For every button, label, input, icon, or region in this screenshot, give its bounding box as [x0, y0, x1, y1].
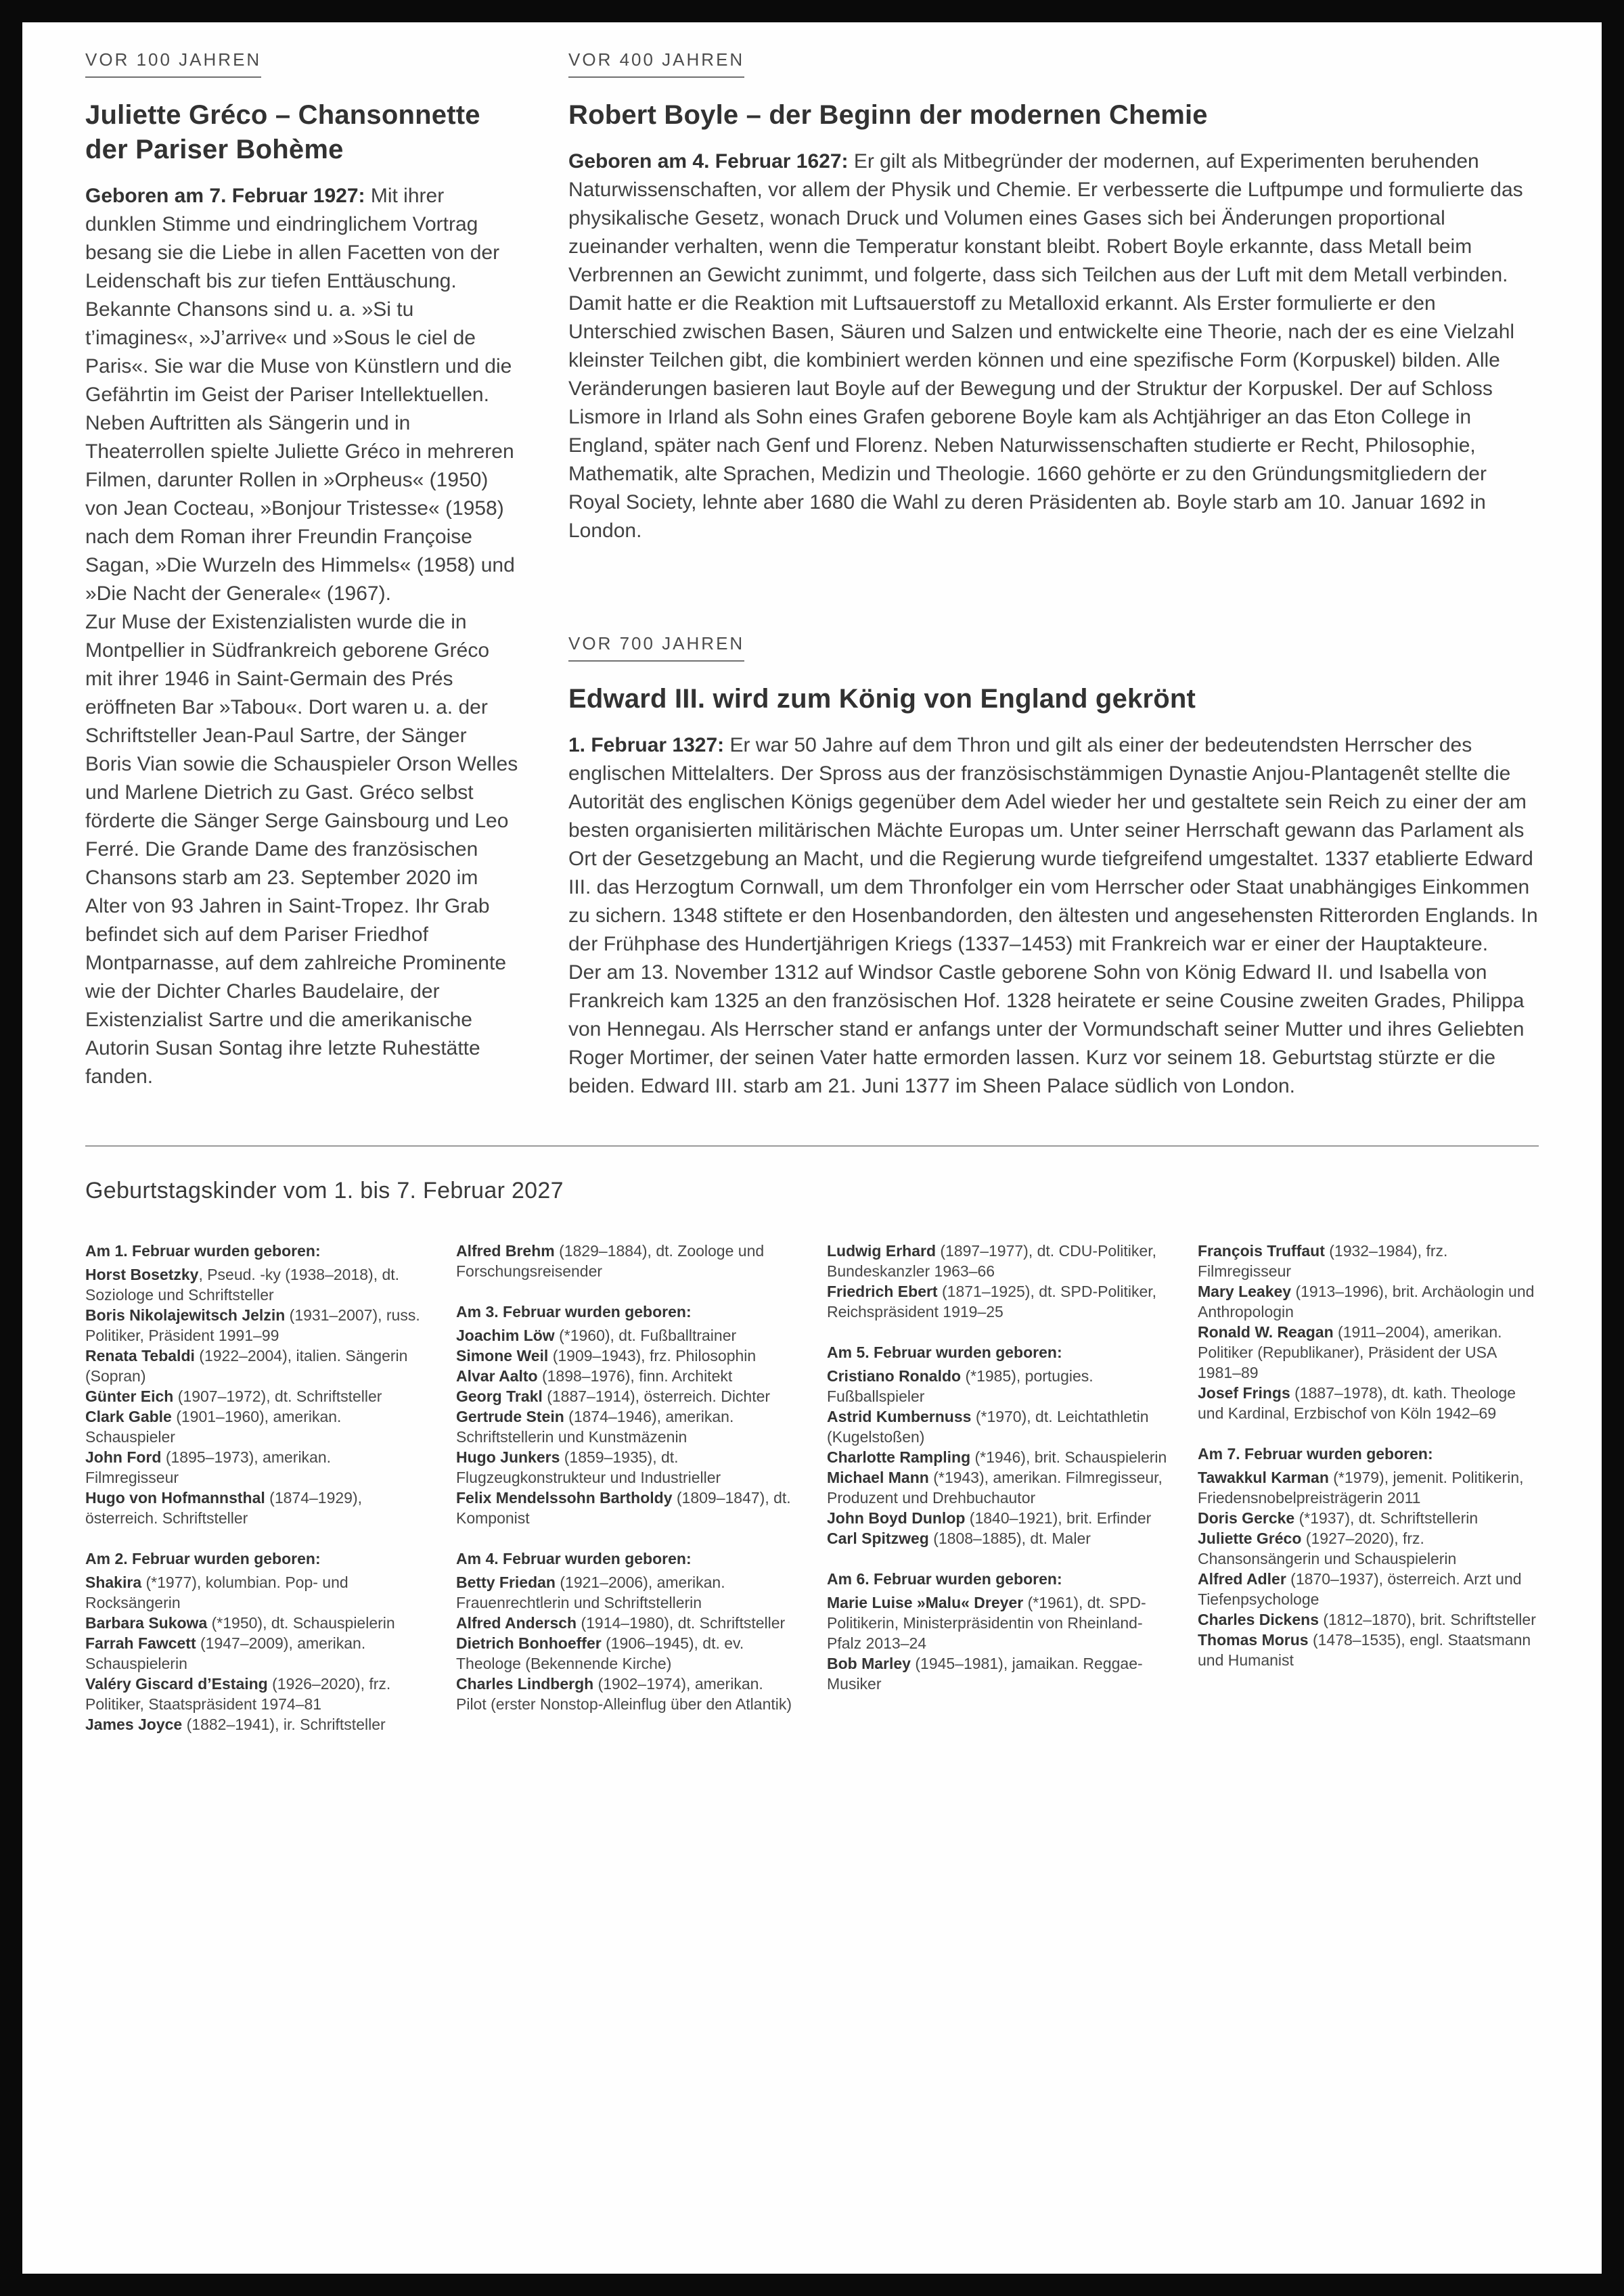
- person-name: Renata Tebaldi: [85, 1346, 195, 1364]
- birthday-entry: Carl Spitzweg (1808–1885), dt. Maler: [827, 1529, 1091, 1547]
- person-name: François Truffaut: [1198, 1241, 1325, 1260]
- birthday-entry: Felix Mendelssohn Bartholdy (1809–1847), dt. Komponist: [456, 1488, 791, 1527]
- person-name: Ludwig Erhard: [827, 1241, 936, 1260]
- birthday-day-header: Am 5. Februar wurden geboren:: [827, 1343, 1062, 1361]
- birthday-entry: Juliette Gréco (1927–2020), frz. Chansonsängerin und Schauspielerin: [1198, 1529, 1457, 1567]
- person-name: Charles Dickens: [1198, 1610, 1319, 1628]
- person-name: John Ford: [85, 1448, 162, 1466]
- birthday-entry: Astrid Kumbernuss (*1970), dt. Leichtathletin (Kugelstoßen): [827, 1407, 1149, 1446]
- birthday-entry: Thomas Morus (1478–1535), engl. Staatsmann und Humanist: [1198, 1630, 1531, 1669]
- birthday-block: [1198, 1241, 1539, 1423]
- person-name: Alfred Brehm: [456, 1241, 555, 1260]
- person-name: Bob Marley: [827, 1654, 911, 1672]
- person-name: Tawakkul Karman: [1198, 1468, 1329, 1486]
- article-paragraph: Der am 13. November 1312 auf Windsor Castle geborene Sohn von König Edward II. und Isabella von Frankreich kam 1325 an den französischen Hof. 1328 heiratete er seine Cousine zweiten Grades, Philippa von Hennegau. Als Herrscher stand er anfangs unter der Vormundschaft seiner Mutter und ihres Geliebten Roger Mortimer, der seinen Vater hatte ermorden lassen. Kurz vor seinem 18. Geburtstag stürzte er die beiden. Edward III. starb am 21. Juni 1377 im Sheen Palace südlich von London.: [568, 961, 1525, 1097]
- article-paragraph: Geboren am 4. Februar 1627: Er gilt als Mitbegründer der modernen, auf Experimenten beruhenden Naturwissenschaften, vor allem der Physik und Chemie. Er verbesserte die Luftpumpe und formulierte das physikalische Gesetz, wonach Druck und Volumen eines Gases sich bei Änderungen proportional zueinander verhalten, wenn die Temperatur konstant bleibt. Robert Boyle erkannte, dass Metall beim Verbrennen an Gewicht zunimmt, und folgerte, dass sich Teilchen aus der Luft mit dem Metall verbinden. Damit hatte er die Reaktion mit Luftsauerstoff zu Metalloxid erkannt. Als Erster formulierte er den Unterschied zwischen Basen, Säuren und Salzen und entwickelte eine Theorie, nach der es eine Vielzahl kleinster Teilchen gibt, die kombiniert werden können und eine spezifische Form (Korpuskel) bilden. Alle Veränderungen basieren laut Boyle auf der Bewegung und der Struktur der Korpuskel. Der auf Schloss Lismore in Irland als Sohn eines Grafen geborene Boyle kam als Achtjähriger an das Eton College in England, später nach Genf und Florenz. Neben Naturwissenschaften studierte er Recht, Philosophie, Mathematik, alte Sprachen, Medizin und Theologie. 1660 gehörte er zu den Gründungsmitgliedern der Royal Society, lehnte aber 1680 die Wahl zu deren Präsidenten ab. Boyle starb am 10. Januar 1692 in London.: [568, 150, 1523, 542]
- birthday-block: [827, 1342, 1168, 1548]
- person-name: Günter Eich: [85, 1387, 174, 1405]
- person-name: Juliette Gréco: [1198, 1529, 1302, 1547]
- birthday-entry: Clark Gable (1901–1960), amerikan. Schauspieler: [85, 1407, 342, 1446]
- birthday-day-header: Am 2. Februar wurden geboren:: [85, 1549, 321, 1567]
- birthday-entry: Charles Lindbergh (1902–1974), amerikan. Pilot (erster Nonstop-Alleinflug über den Atlantik): [456, 1674, 792, 1713]
- person-name: Josef Frings: [1198, 1383, 1290, 1402]
- birthday-day-header: Am 6. Februar wurden geboren:: [827, 1569, 1062, 1588]
- article-body: [85, 182, 518, 1091]
- birthday-entry: Doris Gercke (*1937), dt. Schriftstellerin: [1198, 1509, 1479, 1527]
- article-title: Juliette Gréco – Chansonnette der Pariser Bohème: [85, 100, 480, 164]
- birthday-block: [456, 1302, 797, 1528]
- birthday-entry: Michael Mann (*1943), amerikan. Filmregisseur, Produzent und Drehbuchautor: [827, 1468, 1163, 1507]
- person-name: Hugo von Hofmannsthal: [85, 1488, 265, 1507]
- article-paragraph: 1. Februar 1327: Er war 50 Jahre auf dem Thron und gilt als einer der bedeutendsten Herrscher des englischen Mittelalters. Der Spross aus der französischstämmigen Dynastie Anjou-Plantagenêt stellte die Autorität des englischen Königs gegenüber dem Adel wieder her und gestaltete sein Reich zu einer der am besten organisierten militärischen Mächte Europas um. Unter seiner Herrschaft gewann das Parlament als Ort der Gesetzgebung an Macht, und die Regierung wurde tiefgreifend umgestaltet. 1337 etablierte Edward III. das Herzogtum Cornwall, um dem Thronfolger ein vom Herrscher oder Staat unabhängiges Einkommen zu sichern. 1348 stiftete er den Hosenbandorden, den ältesten und angesehensten Ritterorden Englands. In der Frühphase des Hundertjährigen Kriegs (1337–1453) mit Frankreich war er einer der Hauptakteure.: [568, 733, 1538, 955]
- birthday-entry: Gertrude Stein (1874–1946), amerikan. Schriftstellerin und Kunstmäzenin: [456, 1407, 734, 1446]
- birthday-day-header: Am 3. Februar wurden geboren:: [456, 1302, 692, 1321]
- person-name: Farrah Fawcett: [85, 1634, 196, 1652]
- birthday-entry: Alfred Adler (1870–1937), österreich. Arzt und Tiefenpsychologe: [1198, 1569, 1522, 1608]
- article-kicker: [568, 49, 1539, 78]
- birthdays-section: [85, 1178, 1539, 1735]
- birthday-entry: Betty Friedan (1921–2006), amerikan. Frauenrechtlerin und Schriftstellerin: [456, 1573, 725, 1611]
- person-name: Valéry Giscard d’Estaing: [85, 1674, 268, 1693]
- birthday-entry: Horst Bosetzky, Pseud. -ky (1938–2018), dt. Soziologe und Schriftsteller: [85, 1265, 400, 1304]
- article-paragraph: Zur Muse der Existenzialisten wurde die in Montpellier in Südfrankreich geborene Gréco mit ihrer 1946 in Saint-Germain des Prés eröffneten Bar »Tabou«. Dort waren u. a. der Schriftsteller Jean-Paul Sartre, der Sänger Boris Vian sowie die Schauspieler Orson Welles und Marlene Dietrich zu Gast. Gréco selbst förderte die Sänger Serge Gainsbourg und Leo Ferré. Die Grande Dame des französischen Chansons starb am 23. September 2020 im Alter von 93 Jahren in Saint-Tropez. Ihr Grab befindet sich auf dem Pariser Friedhof Montparnasse, auf dem zahlreiche Prominente wie der Dichter Charles Baudelaire, der Existenzialist Sartre und die amerikanische Autorin Susan Sontag ihre letzte Ruhestätte fanden.: [85, 610, 518, 1088]
- birthday-entry: Hugo Junkers (1859–1935), dt. Flugzeugkonstrukteur und Industrieller: [456, 1448, 721, 1486]
- birthday-columns: [85, 1241, 1539, 1735]
- birthday-entry: Shakira (*1977), kolumbian. Pop- und Rocksängerin: [85, 1573, 348, 1611]
- right-column: [568, 49, 1539, 1101]
- calendar-sheet: [22, 22, 1602, 2274]
- birthday-entry: Alfred Brehm (1829–1884), dt. Zoologe und Forschungsreisender: [456, 1241, 765, 1280]
- birthday-entry: Barbara Sukowa (*1950), dt. Schauspielerin: [85, 1613, 395, 1632]
- person-name: Alfred Andersch: [456, 1613, 577, 1632]
- birthday-entry: Georg Trakl (1887–1914), österreich. Dichter: [456, 1387, 771, 1405]
- person-name: Dietrich Bonhoeffer: [456, 1634, 602, 1652]
- birthday-entry: Cristiano Ronaldo (*1985), portugies. Fußballspieler: [827, 1367, 1093, 1405]
- person-name: Horst Bosetzky: [85, 1265, 199, 1283]
- person-name: Doris Gercke: [1198, 1509, 1295, 1527]
- paragraph-lead: Geboren am 4. Februar 1627:: [568, 150, 849, 173]
- birthday-entry: Bob Marley (1945–1981), jamaikan. Reggae-Musiker: [827, 1654, 1143, 1693]
- person-name: Alfred Adler: [1198, 1569, 1286, 1588]
- person-name: Simone Weil: [456, 1346, 549, 1364]
- article-kicker: [85, 49, 518, 78]
- birthday-entry: John Boyd Dunlop (1840–1921), brit. Erfinder: [827, 1509, 1152, 1527]
- birthday-entry: Ludwig Erhard (1897–1977), dt. CDU-Politiker, Bundeskanzler 1963–66: [827, 1241, 1156, 1280]
- person-name: Ronald W. Reagan: [1198, 1323, 1334, 1341]
- section-divider: [85, 1145, 1539, 1147]
- birthday-entry: Simone Weil (1909–1943), frz. Philosophin: [456, 1346, 757, 1364]
- birthday-entry: Charlotte Rampling (*1946), brit. Schauspielerin: [827, 1448, 1167, 1466]
- person-name: Astrid Kumbernuss: [827, 1407, 972, 1425]
- person-name: Hugo Junkers: [456, 1448, 560, 1466]
- birthday-entry: Alfred Andersch (1914–1980), dt. Schriftsteller: [456, 1613, 786, 1632]
- birthday-entry: Farrah Fawcett (1947–2009), amerikan. Schauspielerin: [85, 1634, 366, 1672]
- birthday-entry: François Truffaut (1932–1984), frz. Filmregisseur: [1198, 1241, 1448, 1280]
- article-kicker-label: VOR 100 JAHREN: [85, 49, 261, 78]
- person-name: Charles Lindbergh: [456, 1674, 594, 1693]
- birthday-entry: Ronald W. Reagan (1911–2004), amerikan. Politiker (Republikaner), Präsident der USA 1981–89: [1198, 1323, 1502, 1381]
- paragraph-lead: Geboren am 7. Februar 1927:: [85, 184, 365, 207]
- person-name: Cristiano Ronaldo: [827, 1367, 962, 1385]
- birthday-entry: Hugo von Hofmannsthal (1874–1929), österreich. Schriftsteller: [85, 1488, 363, 1527]
- birthday-block: [827, 1569, 1168, 1694]
- person-name: Clark Gable: [85, 1407, 172, 1425]
- birthday-entry: Marie Luise »Malu« Dreyer (*1961), dt. SPD-Politikerin, Ministerpräsidentin von Rheinland-Pfalz 2013–24: [827, 1593, 1146, 1652]
- paragraph-lead: 1. Februar 1327:: [568, 733, 725, 756]
- person-name: Marie Luise »Malu« Dreyer: [827, 1593, 1024, 1611]
- birthday-entry: Alvar Aalto (1898–1976), finn. Architekt: [456, 1367, 733, 1385]
- birthday-entry: John Ford (1895–1973), amerikan. Filmregisseur: [85, 1448, 332, 1486]
- article-title: Edward III. wird zum König von England gekrönt: [568, 683, 1196, 714]
- person-name: Charlotte Rampling: [827, 1448, 971, 1466]
- article-edward-iii: [568, 633, 1539, 1101]
- birthday-entry: Friedrich Ebert (1871–1925), dt. SPD-Politiker, Reichspräsident 1919–25: [827, 1282, 1157, 1321]
- person-name: Felix Mendelssohn Bartholdy: [456, 1488, 673, 1507]
- article-body: [568, 147, 1539, 545]
- birthday-entry: Tawakkul Karman (*1979), jemenit. Politikerin, Friedensnobelpreisträgerin 2011: [1198, 1468, 1524, 1507]
- birthday-entry: Josef Frings (1887–1978), dt. kath. Theologe und Kardinal, Erzbischof von Köln 1942–69: [1198, 1383, 1516, 1422]
- person-name: Gertrude Stein: [456, 1407, 564, 1425]
- birthdays-title: Geburtstagskinder vom 1. bis 7. Februar 2027: [85, 1177, 564, 1203]
- birthday-entry: Charles Dickens (1812–1870), brit. Schriftsteller: [1198, 1610, 1536, 1628]
- birthday-entry: James Joyce (1882–1941), ir. Schriftsteller: [85, 1715, 386, 1733]
- birthday-entry: Valéry Giscard d’Estaing (1926–2020), frz. Politiker, Staatspräsident 1974–81: [85, 1674, 391, 1713]
- person-name: Boris Nikolajewitsch Jelzin: [85, 1306, 286, 1324]
- person-name: James Joyce: [85, 1715, 183, 1733]
- birthday-entry: Renata Tebaldi (1922–2004), italien. Sängerin (Sopran): [85, 1346, 408, 1385]
- person-name: Thomas Morus: [1198, 1630, 1309, 1649]
- person-name: Georg Trakl: [456, 1387, 543, 1405]
- birthday-block: [85, 1241, 426, 1528]
- birthday-column-3: [827, 1241, 1168, 1735]
- birthday-block: [456, 1548, 797, 1714]
- birthday-block: [85, 1548, 426, 1735]
- person-name: Betty Friedan: [456, 1573, 556, 1591]
- article-body: [568, 731, 1539, 1101]
- person-name: Friedrich Ebert: [827, 1282, 938, 1300]
- birthday-entry: Boris Nikolajewitsch Jelzin (1931–2007), russ. Politiker, Präsident 1991–99: [85, 1306, 420, 1344]
- birthday-entry: Günter Eich (1907–1972), dt. Schriftsteller: [85, 1387, 382, 1405]
- birthday-entry: Dietrich Bonhoeffer (1906–1945), dt. ev. Theologe (Bekennende Kirche): [456, 1634, 744, 1672]
- person-name: Mary Leakey: [1198, 1282, 1292, 1300]
- article-robert-boyle: [568, 49, 1539, 545]
- birthday-column-1: [85, 1241, 426, 1735]
- article-paragraph: Geboren am 7. Februar 1927: Mit ihrer dunklen Stimme und eindringlichem Vortrag besang sie die Liebe in allen Facetten von der Leidenschaft bis zur tiefen Enttäuschung. Bekannte Chansons sind u. a. »Si tu t’imagines«, »J’arrive« und »Sous le ciel de Paris«. Sie war die Muse von Künstlern und die Gefährtin im Geist der Pariser Intellektuellen. Neben Auftritten als Sängerin und in Theaterrollen spielte Juliette Gréco in mehreren Filmen, darunter Rollen in »Orpheus« (1950) von Jean Cocteau, »Bonjour Tristesse« (1958) nach dem Roman ihrer Freundin Françoise Sagan, »Die Wurzeln des Himmels« (1958) und »Die Nacht der Generale« (1967).: [85, 184, 515, 605]
- person-name: Michael Mann: [827, 1468, 929, 1486]
- person-name: Alvar Aalto: [456, 1367, 538, 1385]
- person-name: Carl Spitzweg: [827, 1529, 929, 1547]
- articles-section: [85, 49, 1539, 1101]
- birthday-day-header: Am 1. Februar wurden geboren:: [85, 1241, 321, 1260]
- person-name: John Boyd Dunlop: [827, 1509, 966, 1527]
- birthday-entry: Joachim Löw (*1960), dt. Fußballtrainer: [456, 1326, 737, 1344]
- birthday-block: [827, 1241, 1168, 1322]
- article-juliette-greco: [85, 49, 518, 1091]
- birthday-day-header: Am 4. Februar wurden geboren:: [456, 1549, 692, 1567]
- person-name: Joachim Löw: [456, 1326, 555, 1344]
- birthday-block: [1198, 1444, 1539, 1670]
- birthday-block: [456, 1241, 797, 1281]
- article-title: Robert Boyle – der Beginn der modernen Chemie: [568, 100, 1208, 130]
- article-kicker-label: VOR 400 JAHREN: [568, 49, 744, 78]
- left-column: [85, 49, 518, 1101]
- birthday-column-4: [1198, 1241, 1539, 1735]
- birthday-day-header: Am 7. Februar wurden geboren:: [1198, 1444, 1433, 1463]
- article-kicker: [568, 633, 1539, 662]
- birthday-entry: Mary Leakey (1913–1996), brit. Archäologin und Anthropologin: [1198, 1282, 1535, 1321]
- person-name: Shakira: [85, 1573, 142, 1591]
- article-kicker-label: VOR 700 JAHREN: [568, 633, 744, 662]
- person-name: Barbara Sukowa: [85, 1613, 208, 1632]
- birthday-column-2: [456, 1241, 797, 1735]
